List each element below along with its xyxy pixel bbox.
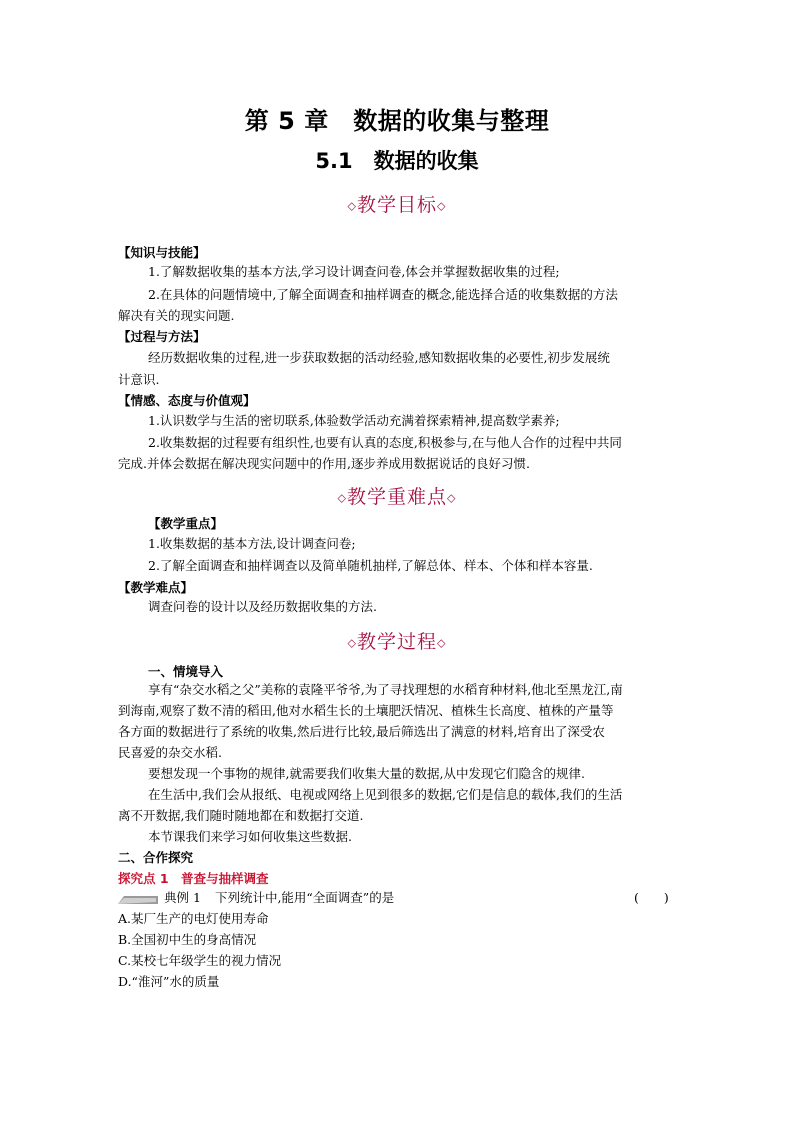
goals-banner-text: 教学目标	[356, 194, 437, 216]
process-banner-text: 教学过程	[356, 631, 437, 653]
knowledge-item-1: 1.了解数据收集的基本方法,学习设计调查问卷,体会并掌握数据收集的过程;	[148, 264, 560, 279]
option-c: C.某校七年级学生的视力情况	[118, 953, 282, 968]
intro-para-2: 要想发现一个事物的规律,就需要我们收集大量的数据,从中发现它们隐含的规律.	[148, 766, 585, 781]
explore-point-label: 探究点 1 普查与抽样调查	[118, 871, 269, 886]
intro-heading: 一、情境导入	[148, 664, 224, 679]
intro-para-4: 本节课我们来学习如何收集这些数据.	[148, 829, 352, 844]
coop-heading: 二、合作探究	[118, 850, 194, 865]
example-marker-icon	[118, 894, 158, 904]
process-method-heading: 【过程与方法】	[118, 329, 206, 344]
chapter-title: 第 5 章 数据的收集与整理	[244, 107, 550, 135]
emotion-item-2b: 完成.并体会数据在解决现实问题中的作用,逐步养成用数据说话的良好习惯.	[118, 456, 530, 471]
emotion-item-1: 1.认识数学与生活的密切联系,体验数学活动充满着探索精神,提高数学素养;	[148, 413, 560, 428]
intro-para-1c: 各方面的数据进行了系统的收集,然后进行比较,最后筛选出了满意的材料,培育出了深受农	[118, 724, 605, 739]
intro-para-3b: 离不开数据,我们随时随地都在和数据打交道.	[118, 808, 364, 823]
difficulty-heading: 【教学难点】	[118, 580, 194, 595]
diamond-icon: ◇	[447, 491, 457, 505]
diamond-icon: ◇	[437, 199, 447, 213]
example-question: 下列统计中,能用“全面调查”的是	[214, 890, 395, 905]
option-b: B.全国初中生的身高情况	[118, 932, 257, 947]
key-points-banner-text: 教学重难点	[346, 486, 447, 508]
diamond-icon: ◇	[337, 491, 347, 505]
knowledge-item-2a: 2.在具体的问题情境中,了解全面调查和抽样调查的概念,能选择合适的收集数据的方法	[148, 287, 618, 302]
key-item-2: 2.了解全面调查和抽样调查以及简单随机抽样,了解总体、样本、个体和样本容量.	[148, 558, 593, 573]
answer-blank: ( )	[634, 890, 669, 905]
section-title: 5.1 数据的收集	[315, 149, 479, 173]
diamond-icon: ◇	[437, 636, 447, 650]
option-a: A.某厂生产的电灯使用寿命	[118, 911, 269, 926]
intro-para-1b: 到海南,观察了数不清的稻田,他对水稻生长的土壤肥沃情况、植株生长高度、植株的产量等	[118, 703, 614, 718]
emotion-item-2a: 2.收集数据的过程要有组织性,也要有认真的态度,积极参与,在与他人合作的过程中共同	[148, 435, 622, 450]
intro-para-3a: 在生活中,我们会从报纸、电视或网络上见到很多的数据,它们是信息的载体,我们的生活	[148, 787, 623, 802]
example-label: 典例 1	[164, 890, 201, 905]
knowledge-item-2b: 解决有关的现实问题.	[118, 308, 235, 323]
intro-para-1a: 享有“杂交水稻之父”美称的袁隆平爷爷,为了寻找理想的水稻育种材料,他北至黑龙江,南	[148, 682, 623, 697]
diamond-icon: ◇	[347, 199, 357, 213]
difficulty-item-1: 调查问卷的设计以及经历数据收集的方法.	[148, 599, 377, 614]
key-item-1: 1.收集数据的基本方法,设计调查问卷;	[148, 536, 356, 551]
diamond-icon: ◇	[347, 636, 357, 650]
emotion-heading: 【情感、态度与价值观】	[118, 393, 256, 408]
process-method-text-b: 计意识.	[118, 372, 160, 387]
process-method-text-a: 经历数据收集的过程,进一步获取数据的活动经验,感知数据收集的必要性,初步发展统	[148, 350, 610, 365]
key-heading: 【教学重点】	[148, 516, 224, 531]
process-banner	[0, 627, 794, 654]
example-row	[118, 887, 394, 908]
goals-banner	[0, 190, 794, 217]
key-points-banner	[0, 482, 794, 509]
knowledge-heading: 【知识与技能】	[118, 245, 206, 260]
intro-para-1d: 民喜爱的杂交水稻.	[118, 745, 222, 760]
option-d: D.“淮河”水的质量	[118, 974, 220, 989]
